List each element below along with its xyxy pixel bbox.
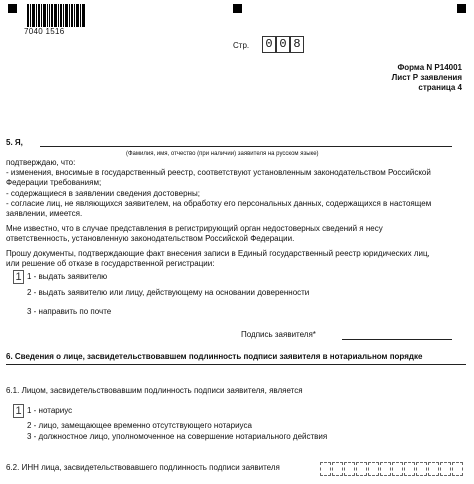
confirm-point-3b: заявлении, имеется.	[6, 209, 83, 218]
inn-cell[interactable]	[320, 462, 331, 476]
aware-text-2: ответственность, установленную законодательством Российской Федерации.	[6, 234, 295, 243]
inn-cell[interactable]	[368, 462, 379, 476]
signature-line[interactable]	[342, 339, 452, 340]
inn-cell[interactable]	[416, 462, 427, 476]
corner-marker-center	[233, 4, 242, 13]
request-text-2: или решение об отказе в государственной регистрации:	[6, 259, 215, 268]
confirm-point-2: - содержащиеся в заявлении сведения достоверны;	[6, 189, 200, 198]
page-digit-2: 0	[276, 36, 290, 53]
inn-cell[interactable]	[380, 462, 391, 476]
confirm-point-1: - изменения, вносимые в государственный реестр, соответствуют установленным законодательством Российской	[6, 168, 431, 177]
certifier-option-3: 3 - должностное лицо, уполномоченное на совершение нотариального действия	[27, 432, 328, 441]
inn-cell[interactable]	[452, 462, 463, 476]
inn-cell[interactable]	[428, 462, 439, 476]
aware-text-1: Мне известно, что в случае представления в регистрирующий орган недостоверных сведений я несу	[6, 224, 383, 233]
section6-underline	[6, 364, 466, 365]
inn-cell[interactable]	[392, 462, 403, 476]
request-text-1: Прошу документы, подтверждающие факт внесения записи в Единый государственный реестр юридических лиц,	[6, 249, 430, 258]
inn-cell[interactable]	[344, 462, 355, 476]
barcode-image	[27, 4, 85, 27]
delivery-option-3: 3 - направить по почте	[27, 307, 112, 316]
section6-question-2: 6.2. ИНН лица, засвидетельствовавшего подлинность подписи заявителя	[6, 463, 280, 472]
page-digit-3: 8	[290, 36, 304, 53]
form-name: Форма N Р14001	[397, 63, 462, 72]
corner-marker-right	[457, 4, 466, 13]
section5-title: 5. Я,	[6, 138, 23, 147]
applicant-name-line[interactable]	[40, 146, 452, 147]
delivery-option-1: 1 - выдать заявителю	[27, 272, 108, 281]
certifier-option-1: 1 - нотариус	[27, 406, 73, 415]
certifier-option-2: 2 - лицо, замещающее временно отсутствующего нотариуса	[27, 421, 252, 430]
confirm-point-1b: Федерации требованиям;	[6, 178, 102, 187]
form-page: страница 4	[418, 83, 462, 92]
inn-cell[interactable]	[332, 462, 343, 476]
delivery-choice-box[interactable]: 1	[13, 270, 24, 284]
corner-marker-left	[8, 4, 17, 13]
confirm-text: подтверждаю, что:	[6, 158, 76, 167]
signature-label: Подпись заявителя*	[241, 330, 316, 339]
inn-cell[interactable]	[440, 462, 451, 476]
section6-question-1: 6.1. Лицом, засвидетельствовавшим подлинность подписи заявителя, является	[6, 386, 303, 395]
applicant-name-caption: (Фамилия, имя, отчество (при наличии) заявителя на русском языке)	[126, 151, 319, 157]
section6-title: 6. Сведения о лице, засвидетельствовавшем подлинность подписи заявителя в нотариальном порядке	[6, 352, 423, 361]
inn-cell[interactable]	[356, 462, 367, 476]
delivery-option-2: 2 - выдать заявителю или лицу, действующему на основании доверенности	[27, 288, 310, 297]
confirm-point-3: - согласие лиц, не являющихся заявителем, на обработку его персональных данных, содержащихся в настоящем	[6, 199, 432, 208]
barcode-number: 7040 1516	[24, 27, 65, 36]
inn-cell[interactable]	[404, 462, 415, 476]
page-digit-1: 0	[262, 36, 276, 53]
certifier-choice-box[interactable]: 1	[13, 404, 24, 418]
page-label: Стр.	[233, 41, 250, 50]
form-header	[392, 63, 462, 93]
form-sheet: Лист Р заявления	[391, 73, 462, 82]
